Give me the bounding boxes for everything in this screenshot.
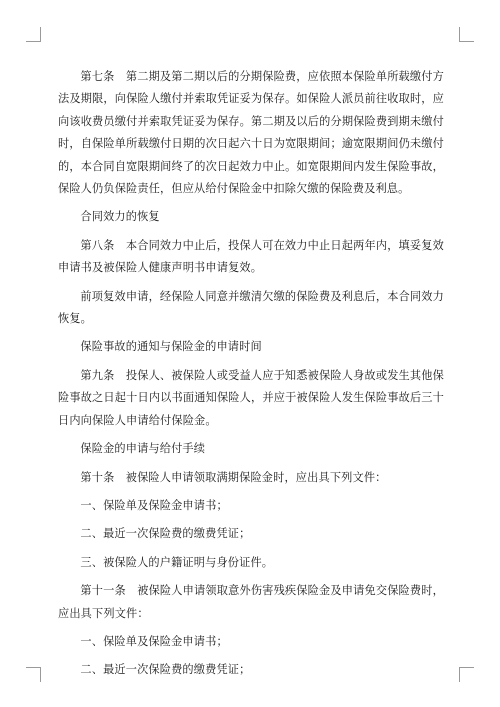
- document-body: [58, 66, 444, 688]
- list-item: 一、保险单及保险金申请书；: [80, 634, 228, 648]
- list-item: 二、最近一次保险费的缴费凭证；: [80, 527, 251, 541]
- section-heading-reinstatement: 合同效力的恢复: [80, 210, 160, 224]
- section-heading-claim-notice: 保险事故的通知与保险金的申请时间: [80, 340, 262, 354]
- crop-mark-bottom-right: [459, 667, 474, 682]
- crop-mark-top-left: [26, 27, 41, 42]
- clause-9-paragraph: 第九条 投保人、被保险人或受益人应于知悉被保险人身故或发生其他保险事故之日起十日内以书面通知保险人，并应于被保险人发生保险事故后三十日内向保险人申请给付保险金。: [58, 368, 444, 427]
- crop-mark-bottom-left: [26, 667, 41, 682]
- list-item: 三、被保险人的户籍证明与身份证件。: [80, 555, 274, 569]
- crop-mark-top-right: [459, 27, 474, 42]
- section-heading-claim-procedure: 保险金的申请与给付手续: [80, 442, 206, 456]
- clause-8-paragraph: 第八条 本合同效力中止后，投保人可在效力中止日起两年内，填妥复效申请书及被保险人健康声明书申请复效。: [58, 238, 444, 275]
- list-item: 二、最近一次保险费的缴费凭证；: [80, 663, 251, 677]
- reinstatement-approval-paragraph: 前项复效申请，经保险人同意并缴清欠缴的保险费及利息后，本合同效力恢复。: [58, 289, 444, 326]
- clause-10-paragraph: 第十条 被保险人申请领取满期保险金时，应出具下列文件：: [80, 470, 387, 484]
- list-item: 一、保险单及保险金申请书；: [80, 498, 228, 512]
- clause-7-paragraph: 第七条 第二期及第二期以后的分期保险费，应依照本保险单所载缴付方法及期限，向保险人缴付并索取凭证妥为保存。如保险人派员前往收取时，应向该收费员缴付并索取凭证妥为保存。第二期及以后的分期保险费到期未缴付时，自保险单所载缴付日期的次日起六十日为宽限期间；逾宽限期间仍未缴付的，本合同自宽限期间终了的次日起效力中止。如宽限期间内发生保险事故，保险人仍负保险责任，但应从给付保险金中扣除欠缴的保险费及利息。: [58, 70, 444, 196]
- clause-11-paragraph: 第十一条 被保险人申请领取意外伤害残疾保险金及申请免交保险费时，应出具下列文件：: [58, 584, 444, 620]
